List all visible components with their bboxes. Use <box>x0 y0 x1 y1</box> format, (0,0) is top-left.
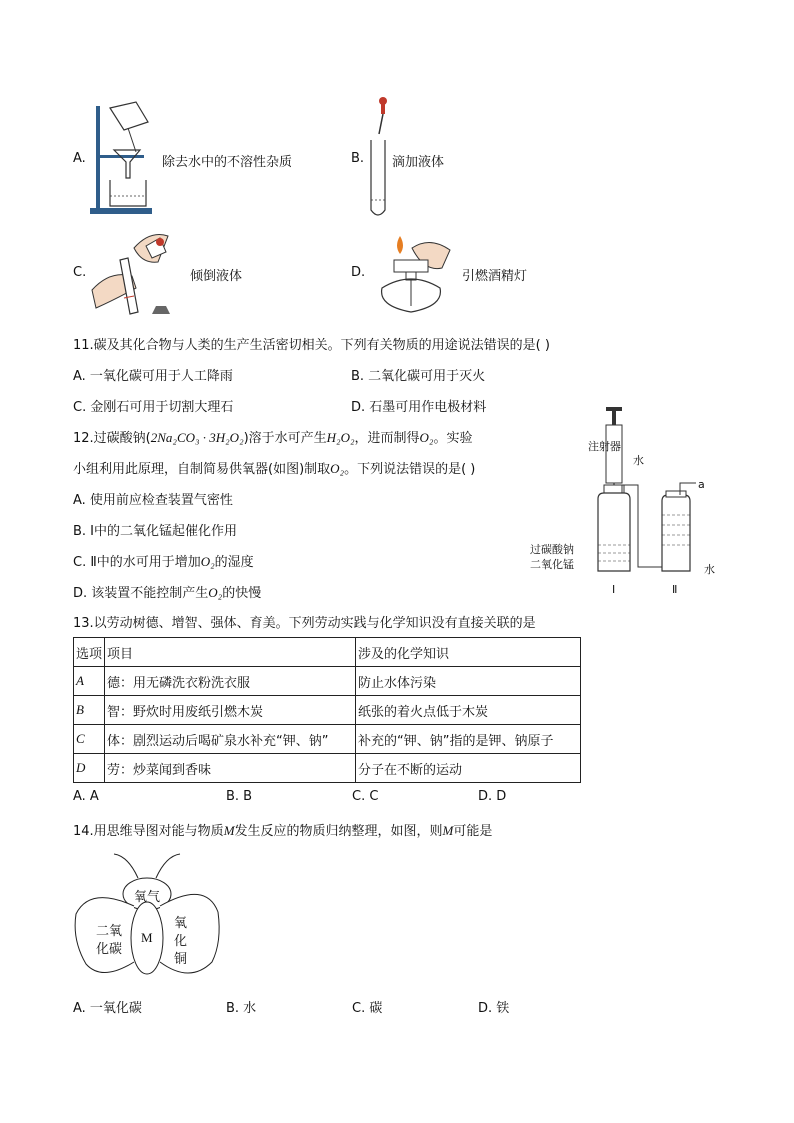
q12-reagent-label-1: 过碳酸钠 <box>530 543 574 556</box>
table-cell: 德：用无磷洗衣粉洗衣服 <box>105 667 356 696</box>
table-cell: 补充的“钾、钠”指的是钾、钠原子 <box>356 725 581 754</box>
q10-option-b-text: 滴加液体 <box>392 155 445 170</box>
table-cell: 防止水体污染 <box>356 667 581 696</box>
q11-option-d: D. 石墨可用作电极材料 <box>351 400 487 415</box>
q10-option-a-text: 除去水中的不溶性杂质 <box>162 155 293 170</box>
table-cell: C <box>74 725 105 754</box>
table-header-cell: 项目 <box>105 638 356 667</box>
mind-map-left-label-1: 二氧 <box>96 924 123 939</box>
table-cell: 分子在不断的运动 <box>356 754 581 783</box>
table-row <box>74 754 581 783</box>
q12-outlet-label: a <box>698 478 705 491</box>
q11-option-c: C. 金刚石可用于切割大理石 <box>73 400 234 415</box>
alcohol-lamp-illustration <box>372 232 454 316</box>
table-cell: 纸张的着火点低于木炭 <box>356 696 581 725</box>
q12-option-d: D. 该装置不能控制产生O₂的快慢 <box>73 585 262 601</box>
q12-option-a: A. 使用前应检查装置气密性 <box>73 493 233 508</box>
mind-map-left-label-2: 化碳 <box>96 942 123 957</box>
mind-map-top-label: 氧气 <box>134 890 161 905</box>
q12-option-c: C. Ⅱ中的水可用于增加O₂的湿度 <box>73 554 254 570</box>
butterfly-mind-map <box>72 850 252 986</box>
q14-option-c: C. 碳 <box>352 1001 383 1016</box>
q10-option-b-letter: B. <box>351 151 365 166</box>
q12-syringe-label: 注射器 <box>588 440 621 453</box>
table-cell: B <box>74 696 105 725</box>
q12-option-b: B. Ⅰ中的二氧化锰起催化作用 <box>73 524 238 539</box>
mind-map-center-label: M <box>141 930 153 945</box>
q11-stem: 11.碳及其化合物与人类的生产生活密切相关。下列有关物质的用途说法错误的是( ) <box>73 338 550 353</box>
q12-bottle-1-label: Ⅰ <box>612 583 616 596</box>
filtration-apparatus-illustration <box>88 100 158 218</box>
pouring-liquid-illustration <box>90 224 194 316</box>
q12-stem-line1: 12.过碳酸钠(2Na₂CO₃ · 3H₂O₂)溶于水可产生H₂O₂，进而制得O₂。实验 <box>73 430 473 446</box>
table-row <box>74 667 581 696</box>
q10-option-a-letter: A. <box>73 151 86 166</box>
q10-option-c-text: 倾倒液体 <box>190 269 243 284</box>
q12-water-label-right: 水 <box>704 563 715 576</box>
table-header-cell: 选项 <box>74 638 105 667</box>
q14-option-a: A. 一氧化碳 <box>73 1001 142 1016</box>
q14-stem: 14.用思维导图对能与物质M发生反应的物质归纳整理，如图，则M可能是 <box>73 823 493 839</box>
table-header-cell: 涉及的化学知识 <box>356 638 581 667</box>
q12-stem-line2: 小组利用此原理，自制简易供氧器(如图)制取O₂。下列说法错误的是( ) <box>73 461 476 477</box>
q12-reagent-label-2: 二氧化锰 <box>530 558 574 571</box>
table-cell: A <box>74 667 105 696</box>
q12-bottle-2-label: Ⅱ <box>672 583 678 596</box>
q12-water-label-top: 水 <box>633 454 644 467</box>
table-cell: 体：剧烈运动后喝矿泉水补充“钾、钠” <box>105 725 356 754</box>
mind-map-right-label-2: 化 <box>174 934 188 949</box>
q13-option-c: C. C <box>352 789 379 804</box>
q13-option-a: A. A <box>73 789 99 804</box>
mind-map-right-label-1: 氧 <box>174 916 188 931</box>
q11-option-b: B. 二氧化碳可用于灭火 <box>351 369 486 384</box>
table-cell: 劳：炒菜闻到香味 <box>105 754 356 783</box>
table-header-row <box>74 638 581 667</box>
q13-option-d: D. D <box>478 789 507 804</box>
mind-map-right-label-3: 铜 <box>174 952 188 967</box>
table-cell: 智：野炊时用废纸引燃木炭 <box>105 696 356 725</box>
q10-option-c-letter: C. <box>73 265 87 280</box>
q14-option-d: D. 铁 <box>478 1001 510 1016</box>
q14-option-b: B. 水 <box>226 1001 257 1016</box>
q11-option-a: A. 一氧化碳可用于人工降雨 <box>73 369 233 384</box>
table-row <box>74 725 581 754</box>
q13-stem: 13.以劳动树德、增智、强体、育美。下列劳动实践与化学知识没有直接关联的是 <box>73 616 536 631</box>
q13-option-b: B. B <box>226 789 253 804</box>
table-cell: D <box>74 754 105 783</box>
dropper-test-tube-illustration <box>368 96 392 222</box>
q13-table <box>73 637 581 783</box>
q10-option-d-letter: D. <box>351 265 366 280</box>
table-row <box>74 696 581 725</box>
q10-option-d-text: 引燃酒精灯 <box>462 269 528 284</box>
